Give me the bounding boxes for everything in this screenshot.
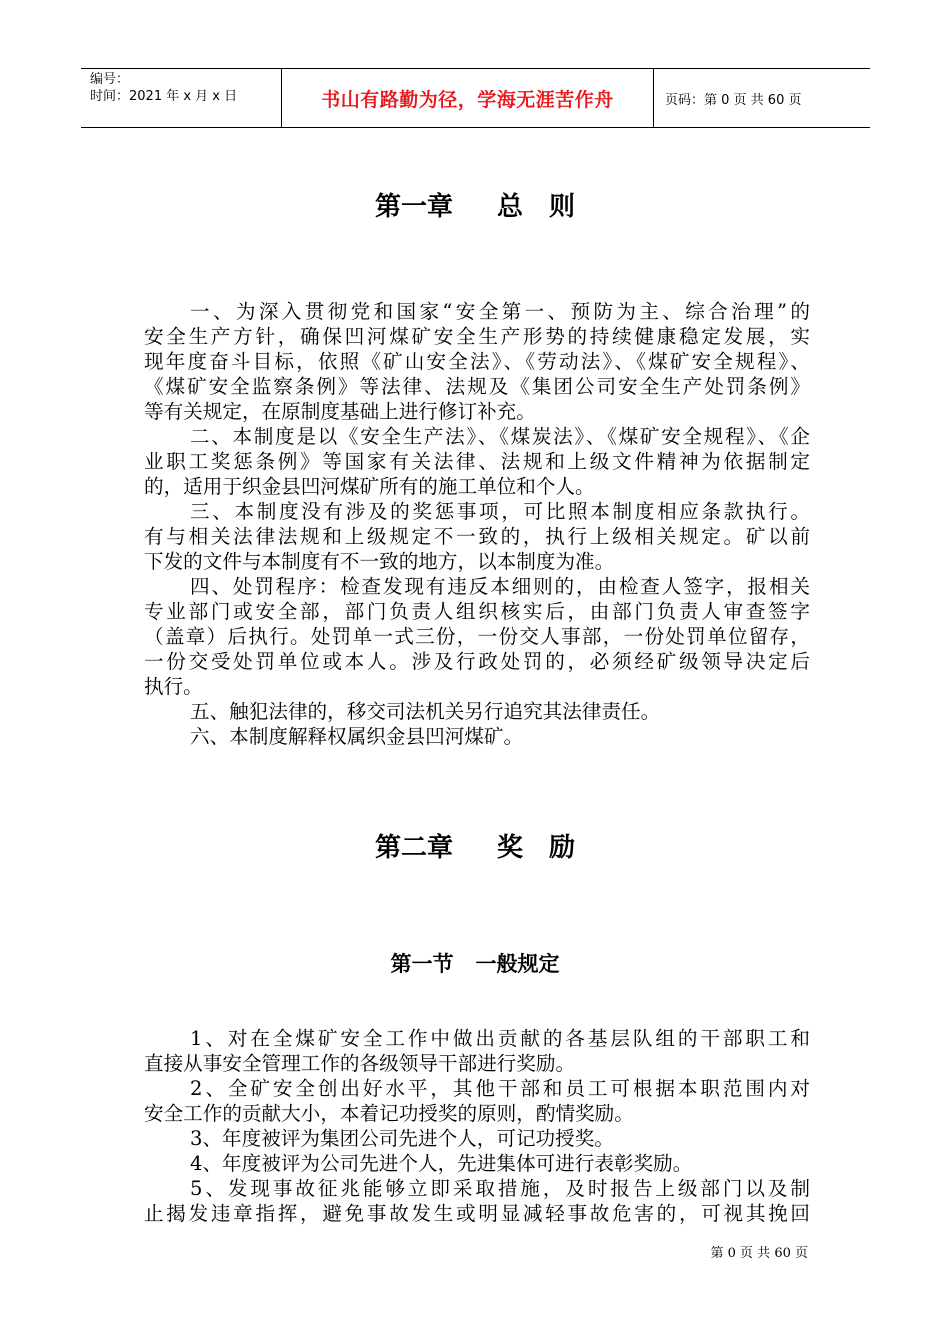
chapter-1-title <box>0 192 950 222</box>
time-label: 时间：2021 年 x 月 x 日 <box>90 89 238 104</box>
code-label: 编号： <box>90 72 130 87</box>
chapter-1-body <box>144 299 810 749</box>
section-1-name: 一般规定 <box>475 952 560 976</box>
chapter-2-name: 奖 励 <box>497 833 576 863</box>
paragraph-line: 下发的文件与本制度有不一致的地方，以本制度为准。 <box>144 550 615 573</box>
header-motto: 书山有路勤为径，学海无涯苦作舟 <box>282 69 654 127</box>
paragraph-line: 止揭发违章指挥，避免事故发生或明显减轻事故危害的，可视其挽回 <box>144 1202 810 1225</box>
paragraph-line: 一、为深入贯彻党和国家“安全第一、预防为主、综合治理”的 <box>190 300 810 323</box>
chapter-1-number: 第一章 <box>374 192 453 222</box>
paragraph-line: 四、处罚程序：检查发现有违反本细则的，由检查人签字，报相关 <box>190 575 810 598</box>
header-meta <box>81 69 282 127</box>
paragraph-line: 《煤矿安全监察条例》等法律、法规及《集团公司安全生产处罚条例》 <box>144 375 810 398</box>
paragraph-line: 2、全矿安全创出好水平，其他干部和员工可根据本职范围内对 <box>190 1077 810 1100</box>
header-page-label: 页码：第 0 页 共 60 页 <box>665 92 802 108</box>
paragraph-line: 现年度奋斗目标，依照《矿山安全法》、《劳动法》、《煤矿安全规程》、 <box>144 350 810 373</box>
paragraph-line: 五、触犯法律的，移交司法机关另行追究其法律责任。 <box>190 700 661 723</box>
paragraph-line: 六、本制度解释权属织金县凹河煤矿。 <box>190 725 524 748</box>
paragraph-line: 1、对在全煤矿安全工作中做出贡献的各基层队组的干部职工和 <box>190 1027 810 1050</box>
paragraph-line: 4、年度被评为公司先进个人，先进集体可进行表彰奖励。 <box>190 1152 693 1175</box>
chapter-2-body <box>144 1026 810 1226</box>
paragraph-line: 三、本制度没有涉及的奖惩事项，可比照本制度相应条款执行。 <box>190 500 810 523</box>
page-footer: 第 0 页 共 60 页 <box>710 1246 808 1261</box>
page-header <box>81 68 870 128</box>
section-1-title <box>0 951 950 977</box>
paragraph-line: 安全工作的贡献大小，本着记功授奖的原则，酌情奖励。 <box>144 1102 634 1125</box>
chapter-2-number: 第二章 <box>374 833 453 863</box>
paragraph-line: 等有关规定，在原制度基础上进行修订补充。 <box>144 400 536 423</box>
paragraph-line: 3、年度被评为集团公司先进个人，可记功授奖。 <box>190 1127 614 1150</box>
paragraph-line: 一份交受处罚单位或本人。涉及行政处罚的，必须经矿级领导决定后 <box>144 650 810 673</box>
paragraph-line: （盖章）后执行。处罚单一式三份，一份交人事部，一份处罚单位留存， <box>144 625 810 648</box>
paragraph-line: 直接从事安全管理工作的各级领导干部进行奖励。 <box>144 1052 576 1075</box>
paragraph-line: 专业部门或安全部，部门负责人组织核实后，由部门负责人审查签字 <box>144 600 810 623</box>
paragraph-line: 有与相关法律法规和上级规定不一致的，执行上级相关规定。矿以前 <box>144 525 810 548</box>
paragraph-line: 的，适用于织金县凹河煤矿所有的施工单位和个人。 <box>144 475 595 498</box>
paragraph-line: 业职工奖惩条例》等国家有关法律、法规和上级文件精神为依据制定 <box>144 450 810 473</box>
paragraph-line: 执行。 <box>144 675 203 698</box>
paragraph-line: 安全生产方针，确保凹河煤矿安全生产形势的持续健康稳定发展，实 <box>144 325 810 348</box>
section-1-number: 第一节 <box>390 952 454 976</box>
chapter-2-title <box>0 833 950 863</box>
paragraph-line: 二、本制度是以《安全生产法》、《煤炭法》、《煤矿安全规程》、《企 <box>190 425 810 448</box>
paragraph-line: 5、发现事故征兆能够立即采取措施，及时报告上级部门以及制 <box>190 1177 810 1200</box>
chapter-1-name: 总 则 <box>497 192 576 222</box>
